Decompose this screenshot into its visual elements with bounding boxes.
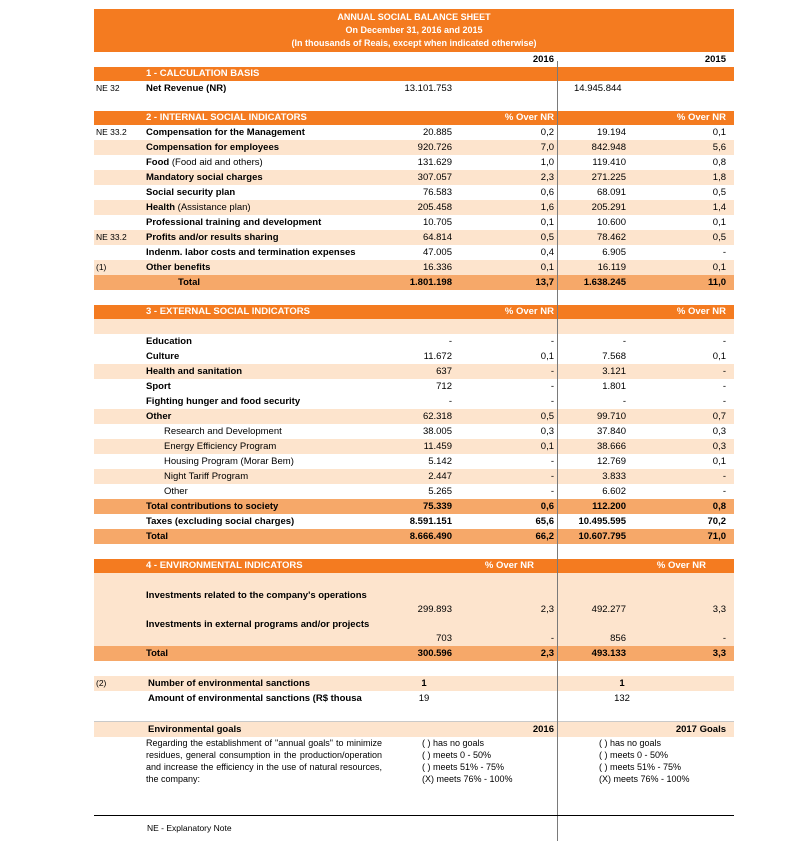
row-label-text: Health and sanitation xyxy=(146,366,243,377)
value-2016: 47.005 xyxy=(422,247,452,258)
external-rows xyxy=(94,334,734,424)
value-2016: 16.336 xyxy=(422,262,452,273)
row-label-text: Profits and/or results sharing xyxy=(146,232,279,243)
table-row xyxy=(94,364,734,379)
table-row xyxy=(94,617,734,646)
value-2015: - xyxy=(622,396,626,407)
environmental-goals-row xyxy=(94,721,734,737)
section-internal-indicators xyxy=(94,111,734,125)
table-row xyxy=(94,125,734,140)
footer-rule xyxy=(94,815,734,816)
row-label-text: Mandatory social charges xyxy=(146,172,263,183)
pct-2016: 0,5 xyxy=(540,411,554,422)
section-environmental-indicators xyxy=(94,559,734,573)
value-2016: 19 xyxy=(418,693,430,704)
note-ref: NE 32 xyxy=(96,83,120,93)
pct-2016: 0,6 xyxy=(540,501,554,512)
pct-2016: 2,3 xyxy=(540,648,554,659)
sheet-title: ANNUAL SOCIAL BALANCE SHEET xyxy=(337,12,491,22)
sheet-units: (In thousands of Reais, except when indicated otherwise) xyxy=(291,38,537,48)
spacer xyxy=(94,96,734,111)
pct-2015: - xyxy=(722,633,726,644)
pct-2015: 3,3 xyxy=(712,604,726,615)
pct-2015: 3,3 xyxy=(712,648,726,659)
row-label xyxy=(146,349,179,364)
row-label-text: Housing Program (Morar Bem) xyxy=(164,456,294,467)
spacer xyxy=(94,661,734,676)
row-label-text: Compensation for employees xyxy=(146,142,280,153)
row-label xyxy=(146,589,386,602)
row-label-text: Energy Efficiency Program xyxy=(164,441,277,452)
row-label xyxy=(146,618,386,631)
pct-2015: 0,5 xyxy=(712,232,726,243)
row-label-text: Research and Development xyxy=(164,426,282,437)
value-2016: 11.459 xyxy=(423,441,452,452)
table-row xyxy=(94,245,734,260)
value-2016: 62.318 xyxy=(422,411,452,422)
environmental-total-row xyxy=(94,646,734,661)
value-2015: 12.769 xyxy=(596,456,626,467)
section-calculation-basis xyxy=(94,67,734,81)
pct-2015: 0,8 xyxy=(712,501,726,512)
row-label-text: Indenm. labor costs and termination expenses xyxy=(146,247,356,258)
row-label xyxy=(146,125,305,140)
goals-col-2017: 2017 Goals xyxy=(675,724,726,735)
value-2015: 3.121 xyxy=(602,366,626,377)
table-row xyxy=(94,469,734,484)
taxes-row xyxy=(94,514,734,529)
row-label xyxy=(146,409,171,424)
year-2016: 2016 xyxy=(532,54,554,65)
value-2015: 16.119 xyxy=(597,262,626,273)
value-2015: 856 xyxy=(610,633,626,644)
value-2015: 1 xyxy=(619,678,625,689)
internal-total-row xyxy=(94,275,734,290)
value-2015: 37.840 xyxy=(596,426,626,437)
pct-2015: - xyxy=(722,366,726,377)
row-label-text: Professional training and development xyxy=(146,217,322,228)
value-2015: 19.194 xyxy=(596,127,626,138)
section-title: 3 - EXTERNAL SOCIAL INDICATORS xyxy=(146,306,310,317)
value-2015: - xyxy=(622,336,626,347)
value-2015: 1.638.245 xyxy=(583,277,626,288)
goal-option: ( ) meets 0 - 50% xyxy=(422,750,492,760)
row-label xyxy=(164,454,294,469)
pct-2015: - xyxy=(722,336,726,347)
row-label-text: Other xyxy=(146,411,172,422)
sanctions-amount-row xyxy=(94,691,734,706)
value-2015: 271.225 xyxy=(591,172,626,183)
value-2015: 205.291 xyxy=(591,202,626,213)
value-2016: 38.005 xyxy=(422,426,452,437)
value-2015: 38.666 xyxy=(596,441,626,452)
table-row xyxy=(94,454,734,469)
pct-2015: 0,1 xyxy=(712,127,726,138)
table-row xyxy=(94,230,734,245)
goal-option: ( ) meets 51% - 75% xyxy=(422,762,505,772)
table-row xyxy=(94,409,734,424)
row-label: Taxes (excluding social charges) xyxy=(146,516,295,527)
note-ref: NE 33.2 xyxy=(96,232,127,242)
row-label: Number of environmental sanctions xyxy=(148,678,311,689)
row-label-text: Sport xyxy=(146,381,171,392)
table-row xyxy=(94,155,734,170)
pct-header-2016: % Over NR xyxy=(504,306,554,317)
section-title: 4 - ENVIRONMENTAL INDICATORS xyxy=(146,560,303,571)
pct-2016: - xyxy=(550,456,554,467)
row-label xyxy=(146,379,171,394)
table-row xyxy=(94,215,734,230)
row-label xyxy=(146,155,263,170)
pct-2016: 1,0 xyxy=(540,157,554,168)
value-2015: 68.091 xyxy=(596,187,626,198)
footnote: NE - Explanatory Note xyxy=(147,823,232,833)
row-label-text: Other benefits xyxy=(146,262,211,273)
row-label: Total contributions to society xyxy=(146,501,279,512)
row-label xyxy=(146,200,251,215)
column-divider xyxy=(557,61,558,841)
pct-2016: 1,6 xyxy=(540,202,554,213)
goal-option: ( ) has no goals xyxy=(422,738,485,748)
row-label-text: Social security plan xyxy=(146,187,236,198)
spacer xyxy=(94,319,734,334)
year-header-row xyxy=(94,52,734,67)
pct-header-2016: % Over NR xyxy=(504,112,554,123)
pct-2016: - xyxy=(550,366,554,377)
section-title: 1 - CALCULATION BASIS xyxy=(146,68,260,79)
row-label xyxy=(146,394,300,409)
value-2016: 75.339 xyxy=(422,501,452,512)
value-2016: 307.057 xyxy=(417,172,452,183)
note-ref: NE 33.2 xyxy=(96,127,127,137)
pct-2016: 0,1 xyxy=(540,217,554,228)
row-label-text: Investments in external programs and/or projects xyxy=(146,619,370,630)
pct-2015: 0,3 xyxy=(712,426,726,437)
pct-2016: 0,1 xyxy=(540,441,554,452)
value-2016: - xyxy=(448,336,452,347)
value-2016: 20.885 xyxy=(422,127,452,138)
pct-2016: 0,4 xyxy=(540,247,554,258)
value-2016: 205.458 xyxy=(417,202,452,213)
value-2016: 712 xyxy=(436,381,452,392)
sheet-header xyxy=(94,9,734,52)
goals-options-2017 xyxy=(599,737,690,785)
pct-2015: 0,1 xyxy=(712,217,726,228)
spacer xyxy=(94,706,734,721)
row-label xyxy=(146,334,192,349)
spacer xyxy=(94,573,734,588)
pct-2016: - xyxy=(550,471,554,482)
value-2015: 842.948 xyxy=(591,142,626,153)
pct-header-2015: % Over NR xyxy=(676,306,726,317)
row-label xyxy=(164,424,282,439)
pct-2015: 0,8 xyxy=(712,157,726,168)
pct-2015: 11,0 xyxy=(708,277,726,288)
table-row xyxy=(94,394,734,409)
spacer xyxy=(94,544,734,559)
value-2015: 112.200 xyxy=(592,501,626,512)
value-2015: 119.410 xyxy=(592,157,626,168)
row-label-text: Education xyxy=(146,336,192,347)
pct-2015: 0,5 xyxy=(712,187,726,198)
pct-header-2015: % Over NR xyxy=(656,560,706,571)
year-2015: 2015 xyxy=(704,54,726,65)
pct-header-2015: % Over NR xyxy=(676,112,726,123)
row-label-text: Other xyxy=(164,486,188,497)
table-row xyxy=(94,170,734,185)
goals-options-2016 xyxy=(422,737,513,785)
pct-2016: - xyxy=(550,633,554,644)
row-label xyxy=(164,469,248,484)
value-2016: 8.591.151 xyxy=(409,516,452,527)
value-2015: 3.833 xyxy=(602,471,626,482)
pct-2015: 71,0 xyxy=(707,531,726,542)
table-row xyxy=(94,484,734,499)
row-label-text: Investments related to the company's operations xyxy=(146,590,367,601)
value-2015: 6.905 xyxy=(602,247,626,258)
value-2016: 8.666.490 xyxy=(409,531,452,542)
row-label: Total xyxy=(178,277,200,288)
row-label-text: Food xyxy=(146,157,170,168)
value-2016: 1 xyxy=(421,678,427,689)
row-label: Net Revenue (NR) xyxy=(146,83,227,94)
pct-2016: 7,0 xyxy=(540,142,554,153)
note-ref: (2) xyxy=(96,678,107,688)
value-2015: 78.462 xyxy=(596,232,626,243)
value-2016: 1.801.198 xyxy=(409,277,452,288)
value-2015: 10.495.595 xyxy=(578,516,626,527)
sheet-subtitle: On December 31, 2016 and 2015 xyxy=(345,25,483,35)
row-label: Total xyxy=(146,648,168,659)
value-2016: 2.447 xyxy=(428,471,452,482)
pct-2015: - xyxy=(722,471,726,482)
pct-2016: 0,3 xyxy=(540,426,554,437)
table-row xyxy=(94,140,734,155)
table-row xyxy=(94,424,734,439)
row-label-sub: (Food aid and others) xyxy=(169,157,263,168)
value-2016: 5.265 xyxy=(428,486,452,497)
internal-rows xyxy=(94,125,734,275)
pct-2015: 0,1 xyxy=(712,262,726,273)
external-total-row xyxy=(94,529,734,544)
row-label xyxy=(146,215,321,230)
contributions-total-row xyxy=(94,499,734,514)
value-2016: 10.705 xyxy=(422,217,452,228)
value-2016: 13.101.753 xyxy=(404,83,452,94)
row-label-sub: (Assistance plan) xyxy=(175,202,251,213)
value-2016: 703 xyxy=(436,633,452,644)
table-row xyxy=(94,379,734,394)
pct-2016: 2,3 xyxy=(540,172,554,183)
section-title: 2 - INTERNAL SOCIAL INDICATORS xyxy=(146,112,307,123)
value-2016: 920.726 xyxy=(417,142,452,153)
value-2015: 1.801 xyxy=(602,381,626,392)
table-row xyxy=(94,439,734,454)
table-row xyxy=(94,185,734,200)
row-label-text: Culture xyxy=(146,351,180,362)
pct-2015: 0,3 xyxy=(712,441,726,452)
table-row xyxy=(94,588,734,617)
environmental-rows xyxy=(94,588,734,646)
value-2015: 493.133 xyxy=(591,648,626,659)
pct-2015: - xyxy=(722,396,726,407)
row-label-text: Night Tariff Program xyxy=(164,471,249,482)
value-2015: 492.277 xyxy=(591,604,626,615)
pct-header-2016: % Over NR xyxy=(484,560,534,571)
goal-option: (X) meets 76% - 100% xyxy=(599,774,690,784)
pct-2015: 1,8 xyxy=(712,172,726,183)
sanctions-count-row xyxy=(94,676,734,691)
pct-2016: 13,7 xyxy=(535,277,554,288)
pct-2015: 1,4 xyxy=(712,202,726,213)
goals-block xyxy=(94,737,734,795)
net-revenue-row xyxy=(94,81,734,96)
external-other-rows xyxy=(94,424,734,499)
row-label xyxy=(146,260,210,275)
pct-2016: 66,2 xyxy=(535,531,554,542)
value-2016: 300.596 xyxy=(417,648,452,659)
pct-2016: 65,6 xyxy=(535,516,554,527)
value-2015: 99.710 xyxy=(596,411,626,422)
value-2016: 299.893 xyxy=(417,604,452,615)
value-2015: 132 xyxy=(614,693,630,704)
row-label: Environmental goals xyxy=(148,724,242,735)
row-label xyxy=(146,245,356,260)
pct-2016: 0,5 xyxy=(540,232,554,243)
goals-col-2016: 2016 xyxy=(532,724,554,735)
pct-2015: - xyxy=(722,486,726,497)
table-row xyxy=(94,200,734,215)
table-row xyxy=(94,334,734,349)
value-2015: 6.602 xyxy=(602,486,626,497)
pct-2016: - xyxy=(550,381,554,392)
value-2016: 11.672 xyxy=(423,351,452,362)
goal-option: ( ) has no goals xyxy=(599,738,662,748)
row-label-text: Fighting hunger and food security xyxy=(146,396,301,407)
pct-2016: - xyxy=(550,336,554,347)
pct-2016: 2,3 xyxy=(540,604,554,615)
value-2016: 76.583 xyxy=(422,187,452,198)
pct-2015: 0,7 xyxy=(712,411,726,422)
value-2015: 10.607.795 xyxy=(578,531,626,542)
goal-option: ( ) meets 0 - 50% xyxy=(599,750,669,760)
table-row xyxy=(94,260,734,275)
table-row xyxy=(94,349,734,364)
row-label xyxy=(146,140,279,155)
pct-2016: 0,2 xyxy=(540,127,554,138)
value-2015: 14.945.844 xyxy=(574,83,622,94)
row-label-text: Compensation for the Management xyxy=(146,127,305,138)
row-label xyxy=(146,364,242,379)
pct-2016: 0,6 xyxy=(540,187,554,198)
row-label: Total xyxy=(146,531,168,542)
pct-2015: 5,6 xyxy=(712,142,726,153)
value-2016: 64.814 xyxy=(422,232,452,243)
pct-2015: 0,1 xyxy=(712,456,726,467)
note-ref: (1) xyxy=(96,262,107,272)
pct-2016: 0,1 xyxy=(540,351,554,362)
pct-2016: - xyxy=(550,486,554,497)
row-label xyxy=(164,484,188,499)
row-label: Amount of environmental sanctions (R$ thousa xyxy=(148,693,362,704)
goal-option: ( ) meets 51% - 75% xyxy=(599,762,682,772)
pct-2016: 0,1 xyxy=(540,262,554,273)
value-2016: 637 xyxy=(436,366,452,377)
value-2016: - xyxy=(448,396,452,407)
value-2015: 10.600 xyxy=(596,217,626,228)
row-label-text: Health xyxy=(146,202,176,213)
value-2016: 131.629 xyxy=(417,157,452,168)
goal-option: (X) meets 76% - 100% xyxy=(422,774,513,784)
row-label xyxy=(146,185,235,200)
pct-2015: - xyxy=(722,381,726,392)
goals-description: Regarding the establishment of "annual goals" to minimize residues, general consumption in the production/operation and increase the efficiency in the use of natural resources, the company: xyxy=(146,738,382,784)
pct-2015: 0,1 xyxy=(712,351,726,362)
row-label xyxy=(146,170,263,185)
row-label xyxy=(146,230,279,245)
row-label xyxy=(164,439,276,454)
value-2015: 7.568 xyxy=(602,351,626,362)
social-balance-sheet xyxy=(94,9,734,795)
value-2016: 5.142 xyxy=(428,456,452,467)
section-external-indicators xyxy=(94,305,734,319)
pct-2015: - xyxy=(722,247,726,258)
pct-2015: 70,2 xyxy=(707,516,726,527)
pct-2016: - xyxy=(550,396,554,407)
spacer xyxy=(94,290,734,305)
